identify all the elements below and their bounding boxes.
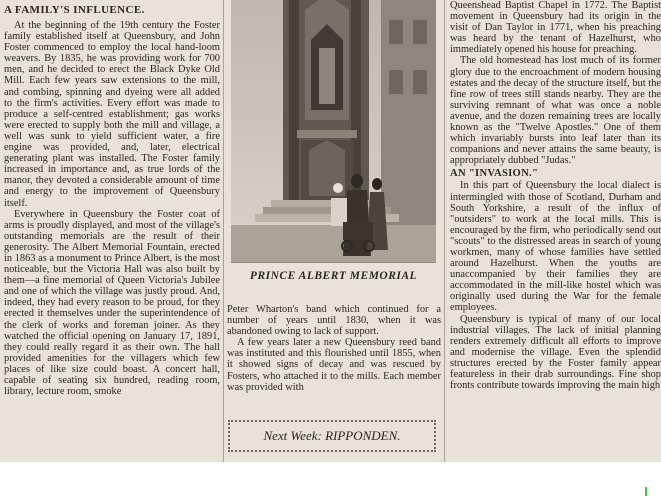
paragraph: In this part of Queensbury the local dialect is intermingled with those of Scotland, Durham and South Yorkshire, a result of the influx of "outsiders" to work at the local mills. This is encouraged by the firm, who periodically send out "scouts" to the distressed areas in search of young workmen, many of whose families have settled around Hazelhurst. When the youths are unaccompanied by their families they are accommodated in the mill-like hostel which was originally used during the War for the female employees. <box>450 180 661 314</box>
article-body <box>450 0 661 166</box>
column-1 <box>0 0 222 462</box>
paragraph: Everywhere in Queensbury the Foster coat of arms is proudly displayed, and most of the village's outstanding memorials are the result of their generosity. The Albert Memorial Fountain, erected in 1863 as a monument to Prince Albert, is the most noticeable, but the Victoria Hall was also built by them—a fine memorial of Queen Victoria's Jubilee and one of which the village was justly proud. And, indeed, they had every reason to be proud, for they erected it themselves under the superintendence of the clerk of works and foreman joiner. As they watched the official opening on January 17, 1891, they could really regard it as their own. The hall provided amenities for the villagers which few places of like size could boast. A concert hall, capable of seating six hundred, reading room, library, lecture room, smoke <box>4 208 220 398</box>
paragraph: Peter Wharton's band which continued for a number of years until 1830, when it was abandoned owing to lack of support. <box>227 304 441 338</box>
article-body <box>4 20 220 397</box>
article-body <box>450 180 661 391</box>
column-rule <box>444 0 445 462</box>
section-subheading: AN "INVASION." <box>450 168 539 180</box>
paragraph: Queensbury is typical of many of our local industrial villages. The lack of initial planning renders extremely difficult all efforts to improve and modernise the village. Even the splendid structures erected by the Foster family appear featureless in their drab surroundings. Fine shop fronts contribute towards improving the main high <box>450 313 661 392</box>
paragraph: Queenshead Baptist Chapel in 1772. The Baptist movement in Queensbury had its origin in the visit of Dan Taylor in 1771, when his preaching was heard by the tenant of Hazelhurst, who immediately opened his house for preaching. <box>450 0 661 56</box>
article-body <box>227 304 441 393</box>
paragraph: At the beginning of the 19th century the Foster family established itself at Queensbury, and John Foster commenced to employ the local hand-loom weavers. By 1835, he was providing work for 700 men, and he decided to erect the Black Dyke Old Mill. Each few years saw extensions to the mill, and combing, spinning and dyeing were all added to the firm's activities. Every effort was made to produce a self-centred establishment; gas works were erected to supply both the mill and village, a well was sunk to yield sufficient water, a fire engine was provided, and, later, electrical generating plant was installed. The Foster family increased in importance and, as true lords of the manor, they devoted a considerable amount of time and energy to the improvement of Queensbury itself. <box>4 20 220 209</box>
column-2 <box>224 0 443 462</box>
photo-caption: PRINCE ALBERT MEMORIAL <box>249 270 418 282</box>
next-week-box <box>228 420 436 452</box>
memorial-photo <box>231 0 436 263</box>
cursor-marker <box>645 487 647 496</box>
paragraph: The old homestead has lost much of its former glory due to the encroachment of modern housing estates and the decay of the structure itself, but the fine row of trees still stands nearby. They are the surviving remnant of what was once a noble avenue, and the dozen remaining trees are locally known as the "Twelve Apostles." One of them which invariably bursts into leaf later than its companions and never attains the same beauty, is appropriately dubbed "Judas." <box>450 55 661 167</box>
section-heading: A FAMILY'S INFLUENCE. <box>4 4 145 16</box>
next-week-label: Next Week: RIPPONDEN. <box>263 428 401 443</box>
column-3 <box>447 0 661 462</box>
paragraph: A few years later a new Queensbury reed band was instituted and this flourished until 1855, when it showed signs of decay and was rescued by Fosters, who attached it to the mills. Each member was provided with <box>227 337 441 393</box>
